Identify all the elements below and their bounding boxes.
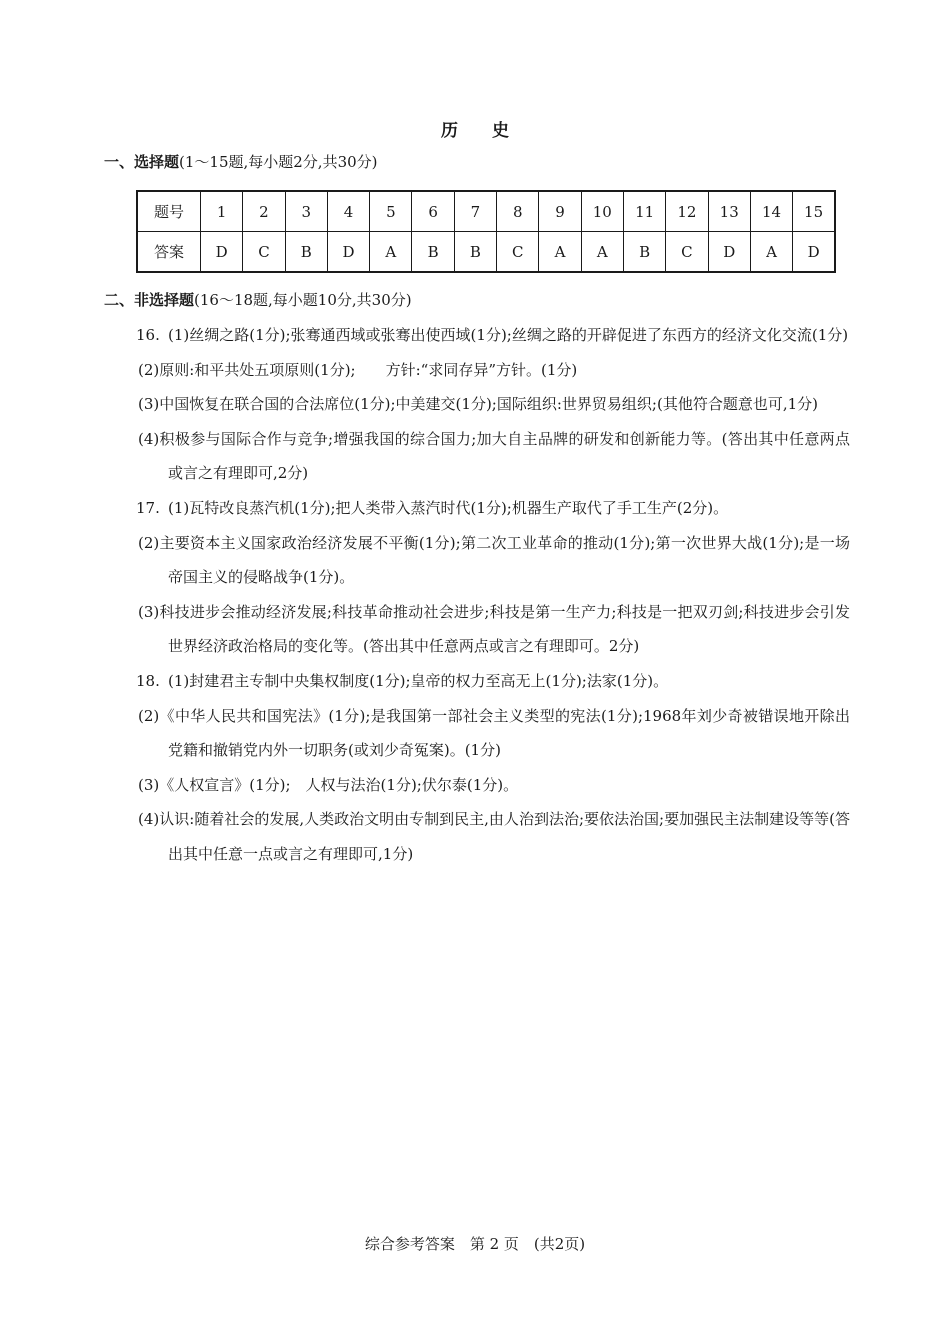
sub-answer: (2)原则:和平共处五项原则(1分); 方针:“求同存异”方针。(1分) [138, 360, 578, 379]
question-number-cell: 6 [412, 191, 454, 232]
answer-cell: B [454, 232, 496, 273]
answer-cell: B [623, 232, 665, 273]
question-number: 17. [136, 498, 160, 517]
sub-answer: (3)科技进步会推动经济发展;科技革命推动社会进步;科技是第一生产力;科技是一把双刃剑;科技进步会引发世界经济政治格局的变化等。(答出其中任意两点或言之有理即可。2分) [138, 602, 850, 656]
answer-cell: B [285, 232, 327, 273]
question-17 [104, 491, 850, 664]
question-first-line [104, 318, 850, 353]
question-number-cell: 11 [623, 191, 665, 232]
question-number-cell: 13 [708, 191, 750, 232]
answer-table-answer-row [137, 232, 835, 273]
question-answer-text: (1)瓦特改良蒸汽机(1分);把人类带入蒸汽时代(1分);机器生产取代了手工生产(2分)。 [168, 498, 729, 517]
question-number-cell: 8 [497, 191, 539, 232]
question-number-cell: 3 [285, 191, 327, 232]
answer-table-number-row [137, 191, 835, 232]
question-number: 16. [136, 326, 160, 344]
answer-table [136, 190, 836, 273]
question-number-cell: 7 [454, 191, 496, 232]
section-heading-note: (16～18题,每小题10分,共30分) [194, 291, 412, 309]
question-number-cell: 1 [201, 191, 243, 232]
question-list [104, 318, 850, 872]
sub-answer: (2)主要资本主义国家政治经济发展不平衡(1分);第二次工业革命的推动(1分);第一次世界大战(1分);是一场帝国主义的侵略战争(1分)。 [138, 533, 850, 587]
answer-cell: C [243, 232, 285, 273]
section-heading-label: 一、选择题 [104, 153, 180, 171]
section-heading-nonchoice [104, 288, 412, 312]
question-first-line [104, 491, 850, 526]
question-16 [104, 318, 850, 491]
sub-answer: (2)《中华人民共和国宪法》(1分);是我国第一部社会主义类型的宪法(1分);1968年刘少奇被错误地开除出党籍和撤销党内外一切职务(或刘少奇冤案)。(1分) [138, 706, 850, 760]
question-number-cell: 5 [370, 191, 412, 232]
answer-cell: D [708, 232, 750, 273]
answer-cell: B [412, 232, 454, 273]
answer-cell: D [793, 232, 835, 273]
section-heading-label: 二、非选择题 [104, 291, 195, 309]
sub-answer: (4)积极参与国际合作与竞争;增强我国的综合国力;加大自主品牌的研发和创新能力等。(答出其中任意两点或言之有理即可,2分) [138, 429, 850, 483]
answer-cell: D [201, 232, 243, 273]
answer-cell: C [666, 232, 708, 273]
sub-answer: (4)认识:随着社会的发展,人类政治文明由专制到民主,由人治到法治;要依法治国;要加强民主法制建设等等(答出其中任意一点或言之有理即可,1分) [138, 810, 850, 863]
sub-answer: (3)《人权宣言》(1分); 人权与法治(1分);伏尔泰(1分)。 [138, 775, 519, 794]
question-number: 18. [136, 671, 160, 690]
question-number-cell: 4 [327, 191, 369, 232]
section-heading-note: (1～15题,每小题2分,共30分) [179, 153, 378, 171]
question-answer-text: (1)丝绸之路(1分);张骞通西域或张骞出使西域(1分);丝绸之路的开辟促进了东西方的经济文化交流(1分) [168, 326, 849, 344]
question-number-cell: 14 [750, 191, 792, 232]
question-number-cell: 12 [666, 191, 708, 232]
section-heading-choice [104, 150, 378, 174]
answer-cell: A [581, 232, 623, 273]
answer-cell: D [327, 232, 369, 273]
question-18 [104, 664, 850, 872]
row-label-answer: 答案 [137, 232, 201, 273]
sub-answer: (3)中国恢复在联合国的合法席位(1分);中美建交(1分);国际组织:世界贸易组织;(其他符合题意也可,1分) [138, 395, 818, 414]
answer-cell: A [539, 232, 581, 273]
page-footer: 综合参考答案 第 2 页 (共2页) [364, 1235, 586, 1253]
question-answer-text: (1)封建君主专制中央集权制度(1分);皇帝的权力至高无上(1分);法家(1分)。 [168, 671, 669, 690]
question-number-cell: 10 [581, 191, 623, 232]
answer-cell: A [750, 232, 792, 273]
row-label-number: 题号 [137, 191, 201, 232]
page-title: 历 史 [441, 121, 523, 141]
answer-cell: C [497, 232, 539, 273]
answer-cell: A [370, 232, 412, 273]
question-number-cell: 15 [793, 191, 835, 232]
question-number-cell: 9 [539, 191, 581, 232]
question-number-cell: 2 [243, 191, 285, 232]
question-first-line [104, 664, 850, 699]
